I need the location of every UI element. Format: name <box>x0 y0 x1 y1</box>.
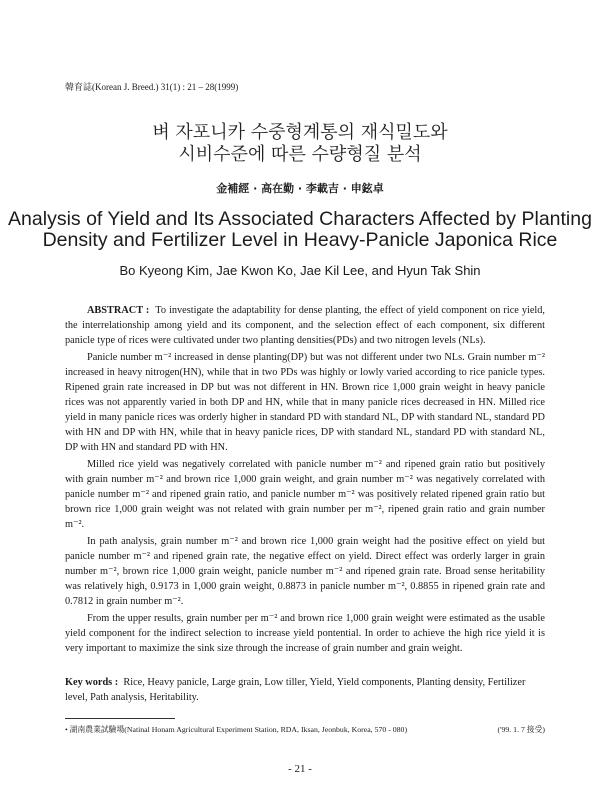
korean-authors: 金補經 · 高在勤 · 李載吉 · 申鉉卓 <box>216 182 384 195</box>
english-authors: Bo Kyeong Kim, Jae Kwon Ko, Jae Kil Lee, and Hyun Tak Shin <box>119 263 481 278</box>
page-number: - 21 - <box>288 763 312 775</box>
paragraph-3: Milled rice yield was negatively correlated with panicle number m⁻² and ripened grain ratio but positively with grain number m⁻² and brown rice 1,000 grain weight, and grain number m⁻² was negatively correlated with panicle number m⁻² and ripened grain ratio, and panicle number m⁻² was positively related ripened grain ratio but brown rice 1,000 grain weight was not related with grain number per m⁻², ripened grain ratio and grain number m⁻². <box>65 459 545 530</box>
keywords <box>65 675 545 705</box>
footnote-received-date: ('99. 1. 7 接受) <box>497 725 545 734</box>
abstract-label: ABSTRACT : <box>87 305 150 316</box>
paragraph-5: From the upper results, grain number per m⁻² and brown rice 1,000 grain weight were estimated as the usable yield component for the indirect selection to increase yield pontential. In order to achieve the high rice yield it is very important to maximize the sink size through the increase of grain number and grain weight. <box>65 613 545 654</box>
abstract-paragraph <box>65 303 545 348</box>
paragraph-4: In path analysis, grain number m⁻² and brown rice 1,000 grain weight had the positive effect on yield but panicle number m⁻² and ripened grain rate, the negative effect on yield. Direct effect was orderly larger in grain number m⁻², brown rice 1,000 grain weight, panicle number m⁻² and ripened grain rate. Broad sense heritability was relatively high, 0.9173 in 1,000 grain weight, 0.8873 in panicle number m⁻², 0.8855 in ripened grain rate and 0.7812 in grain number m⁻². <box>65 536 545 607</box>
abstract-body <box>65 303 545 658</box>
paragraph-2: Panicle number m⁻² increased in dense planting(DP) but was not different under two NLs. Grain number m⁻² increased in heavy nitrogen(HN), while that in two PDs was highly or lowly varied according to rice panicle types. Ripened grain rate increased in DP but was not different in HN. Brown rice 1,000 grain weight in heavy panicle rices was not apparently varied in both DP and HN, while that in many panicle rices decreased in HN. Milled rice yield in many panicle rices was orderly higher in standard PD with standard NL, DP with standard NL, standard PD with HN and DP with HN, while that in heavy panicle rices, DP with standard NL, standard PD with standard NL, DP with HN and standard PD with HN. <box>65 352 545 453</box>
journal-header: 韓育誌(Korean J. Breed.) 31(1) : 21 – 28(1999) <box>65 82 239 92</box>
keywords-list: Rice, Heavy panicle, Large grain, Low tiller, Yield, Yield components, Planting density, Fertilizer level, Path analysis, Heritability. <box>65 677 526 703</box>
footnote <box>65 724 545 735</box>
english-title-line-2: Density and Fertilizer Level in Heavy-Panicle Japonica Rice <box>42 229 558 251</box>
english-title-line-1: Analysis of Yield and Its Associated Characters Affected by Planting <box>8 208 592 230</box>
keywords-label: Key words : <box>65 677 119 688</box>
footnote-divider <box>65 718 175 719</box>
english-title <box>0 209 600 251</box>
footnote-affiliation: • 湖南農業試驗場(Natinal Honam Agricultural Experiment Station, RDA, Iksan, Jeonbuk, Korea, 570 - 080) <box>65 725 408 734</box>
korean-title-line-1: 벼 자포니카 수중형계통의 재식밀도와 <box>152 122 448 143</box>
abstract-text: To investigate the adaptability for dense planting, the effect of yield component on rice yield, the interrelationship among yield and its component, and the selection effect of each component, six different panicle type of rices were cultivated under two planting densities(PDs) and two nitrogen levels (NLs). <box>65 305 545 346</box>
korean-title <box>0 122 600 166</box>
korean-title-line-2: 시비수준에 따른 수량형질 분석 <box>178 144 422 165</box>
